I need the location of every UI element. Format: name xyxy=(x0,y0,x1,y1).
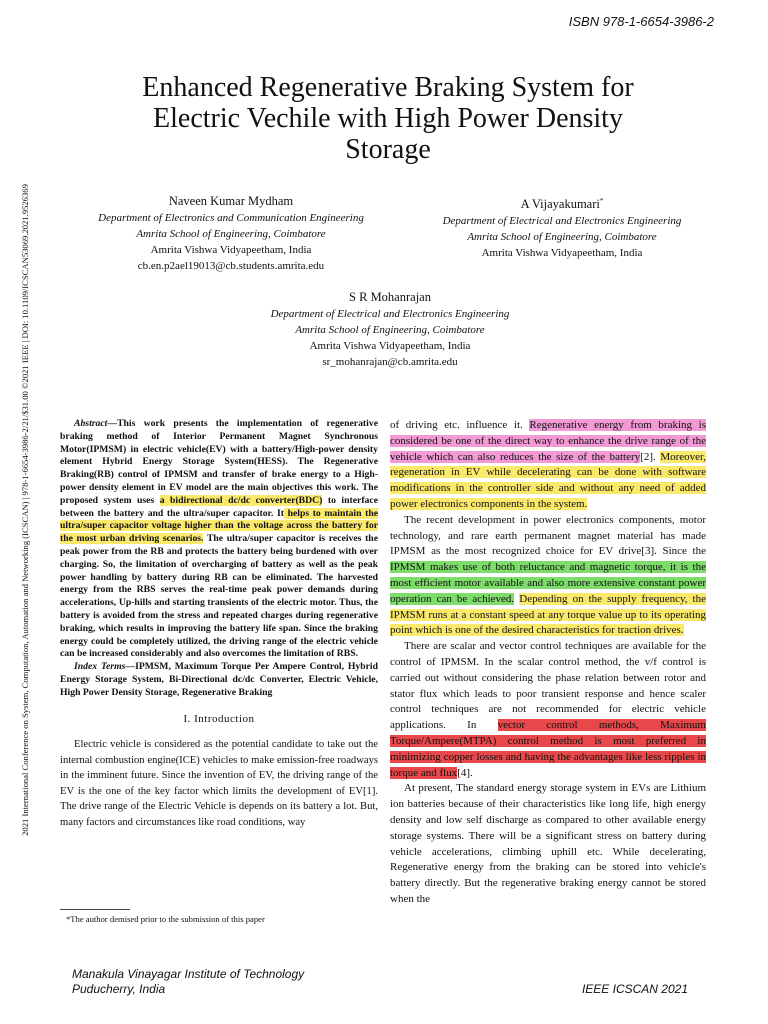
author-block-3 xyxy=(230,288,550,370)
footnote: *The author demised prior to the submission of this paper xyxy=(66,914,265,924)
title-line: Electric Vechile with High Power Density xyxy=(153,103,623,134)
index-terms: Index Terms—IPMSM, Maximum Torque Per Ampere Control, Hybrid Energy Storage System, Bi-Directional dc/dc Converter, Electric Vehicle, High Power Density Storage, Regenerative Braking xyxy=(60,661,378,698)
paper-title xyxy=(70,72,706,165)
intro-paragraph: Electric vehicle is considered as the potential candidate to take out the internal combustion engine(ICE) vehicles to make emission-free roadways in the imminent future. Since the invention of EV, the driving range of the EV is the one of the key factor which limits the development of EV[1]. The drive range of the Electric Vehicle is depends on its battery a lot. But, many factors and circumstances like road conditions, way xyxy=(60,739,378,828)
author-dept: Department of Electronics and Communication Engineering xyxy=(98,212,364,224)
isbn: ISBN 978-1-6654-3986-2 xyxy=(568,14,714,29)
footer-conference: IEEE ICSCAN 2021 xyxy=(581,982,688,996)
highlight-yellow: a bidirectional dc/dc converter(BDC) xyxy=(159,494,323,506)
paragraph: The recent development in power electronics components, motor technology, and rare earth permanent magnet material has made IPMSM as the most recognized choice for EV drive[3]. Since the IPMSM makes use of both reluctance and magnetic torque, it is the most efficient motor available and also more extensive constant power operation can be achieved. Depending on the supply frequency, the IPMSM runs at a constant speed at any torque value up to its operating point which is one of the desired characteristics for traction drives. xyxy=(390,513,706,637)
footnote-divider xyxy=(60,909,130,910)
title-line: Storage xyxy=(345,134,431,165)
footer-institution: Manakula Vinayagar Institute of Technology Puducherry, India xyxy=(72,967,305,996)
author-name: A Vijayakumari* xyxy=(520,197,604,212)
title-line: Enhanced Regenerative Braking System for xyxy=(142,72,634,103)
author-block-2 xyxy=(408,192,716,261)
highlight-yellow: Depending on the supply frequency, the IPMSM runs at a constant speed at any torque value up to its operating point which is one of the desired characteristics for traction drives. xyxy=(390,592,706,637)
author-block-1 xyxy=(72,192,390,274)
highlight-red: vector control methods, Maximum Torque/Ampere(MTPA) control method is most preferred in minimizing copper losses and having the advantages like less ripples in torque and flux xyxy=(390,719,706,779)
abstract-paragraph: Abstract—This work presents the implementation of regenerative braking method of Interior Permanent Magnet Synchronous Motor(IPMSM) in electric vehicle(EV) with a battery/High-power density element Hybrid Energy Storage System(HESS). The Regenerative Braking(RB) control of IPMSM and transfer of brake energy to a High-power density element in EV model are the main objectives this work. The proposed system uses a bidirectional dc/dc converter(BDC) to interface between the battery and the ultra/super capacitor. It helps to maintain the ultra/super capacitor voltage higher than the voltage across the battery for the most urban driving scenarios. The ultra/super capacitor is receives the peak power from the RB and protects the battery being burdened with over charging. So, the limitation of overcharging of battery as well as the peak power handling by battery during RB can be eliminated. The harvested energy from the RBS serves the real-time peak power demands during accelerations, Up-hills and starting transients of the electric motor. Thus, the battery is avoided from the stress and repeated charges during regenerative braking, which results in improving the battery life span. Since the braking energy could be completely utilized, the driving range of the electric vehicle can be increased considerably and also overcomes the limitation of RBS. xyxy=(60,418,379,660)
left-column xyxy=(60,418,378,830)
author-name: S R Mohanrajan xyxy=(349,290,431,304)
paragraph: There are scalar and vector control techniques are available for the control of IPMSM. In the scalar control method, the v/f control is carried out without considering the phase relation between rotor and stator flux which leads to poor transient response and hence scaler control techniques are not recommended for electric vehicle applications. In vector control methods, Maximum Torque/Ampere(MTPA) control method is most preferred in minimizing copper losses and having the advantages like less ripples in torque and flux[4]. xyxy=(390,640,706,779)
author-univ: Amrita Vishwa Vidyapeetham, India xyxy=(150,244,312,256)
author-univ: Amrita Vishwa Vidyapeetham, India xyxy=(481,247,643,260)
author-school: Amrita School of Engineering, Coimbatore xyxy=(136,228,326,240)
author-name: Naveen Kumar Mydham xyxy=(168,194,294,208)
paragraph: of driving etc. influence it. Regenerative energy from braking is considered be one of the direct way to enhance the drive range of the vehicle which can also reduces the size of the battery[2]. Moreover, regeneration in EV while decelerating can be done with software modifications in the controller side and without any need of added power electronics components in the system. xyxy=(390,419,707,510)
index-terms-label: Index Terms xyxy=(74,661,126,673)
right-column xyxy=(390,418,706,908)
highlight-green: IPMSM makes use of both reluctance and magnetic torque, it is the most efficient motor available and also more extensive constant power operation can be achieved. xyxy=(390,561,706,605)
author-footnote-mark: * xyxy=(599,197,604,205)
section-heading: I. Introduction xyxy=(183,712,255,725)
author-school: Amrita School of Engineering, Coimbatore xyxy=(467,231,657,244)
author-email[interactable]: sr_mohanrajan@cb.amrita.edu xyxy=(322,356,458,368)
abstract-label: Abstract xyxy=(74,418,108,429)
abstract xyxy=(60,418,378,700)
highlight-yellow: Moreover, regeneration in EV while decelerating can be done with software modifications in the controller side and without any need of added power electronics components in the system. xyxy=(390,450,707,510)
highlight-pink: Regenerative energy from braking is considered be one of the direct way to enhance the drive range of the vehicle which can also reduces the size of the battery xyxy=(390,419,706,463)
author-dept: Department of Electrical and Electronics Engineering xyxy=(270,308,510,320)
side-publication-note xyxy=(12,120,38,900)
paragraph: At present, The standard energy storage system in EVs are Lithium ion batteries because of their characteristics like long life, high energy density and low self discharge as compared to other available energy storage systems. There will be a significant stress on battery during vehicle accelerations, climbing uphill etc. While decelerating, Regenerative energy from the braking can be stored into vehicle's battery directly. But the regenerative braking energy cannot be stored when the xyxy=(390,782,706,905)
author-school: Amrita School of Engineering, Coimbatore xyxy=(295,324,485,336)
author-dept: Department of Electrical and Electronics Engineering xyxy=(442,215,682,228)
highlight-yellow: helps to maintain the ultra/super capacitor voltage higher than the voltage across the battery for the most urban driving scenarios. xyxy=(60,507,379,545)
side-note-text: 2021 International Conference on System, Computation, Automation and Networking (ICSCAN) | 978-1-6654-3986-2/21/$31.00 ©2021 IEEE | DOI: 10.1109/ICSCAN53069.2021.9526369 xyxy=(20,184,30,836)
author-univ: Amrita Vishwa Vidyapeetham, India xyxy=(309,340,471,352)
author-email[interactable]: cb.en.p2ael19013@cb.students.amrita.edu xyxy=(137,260,325,272)
